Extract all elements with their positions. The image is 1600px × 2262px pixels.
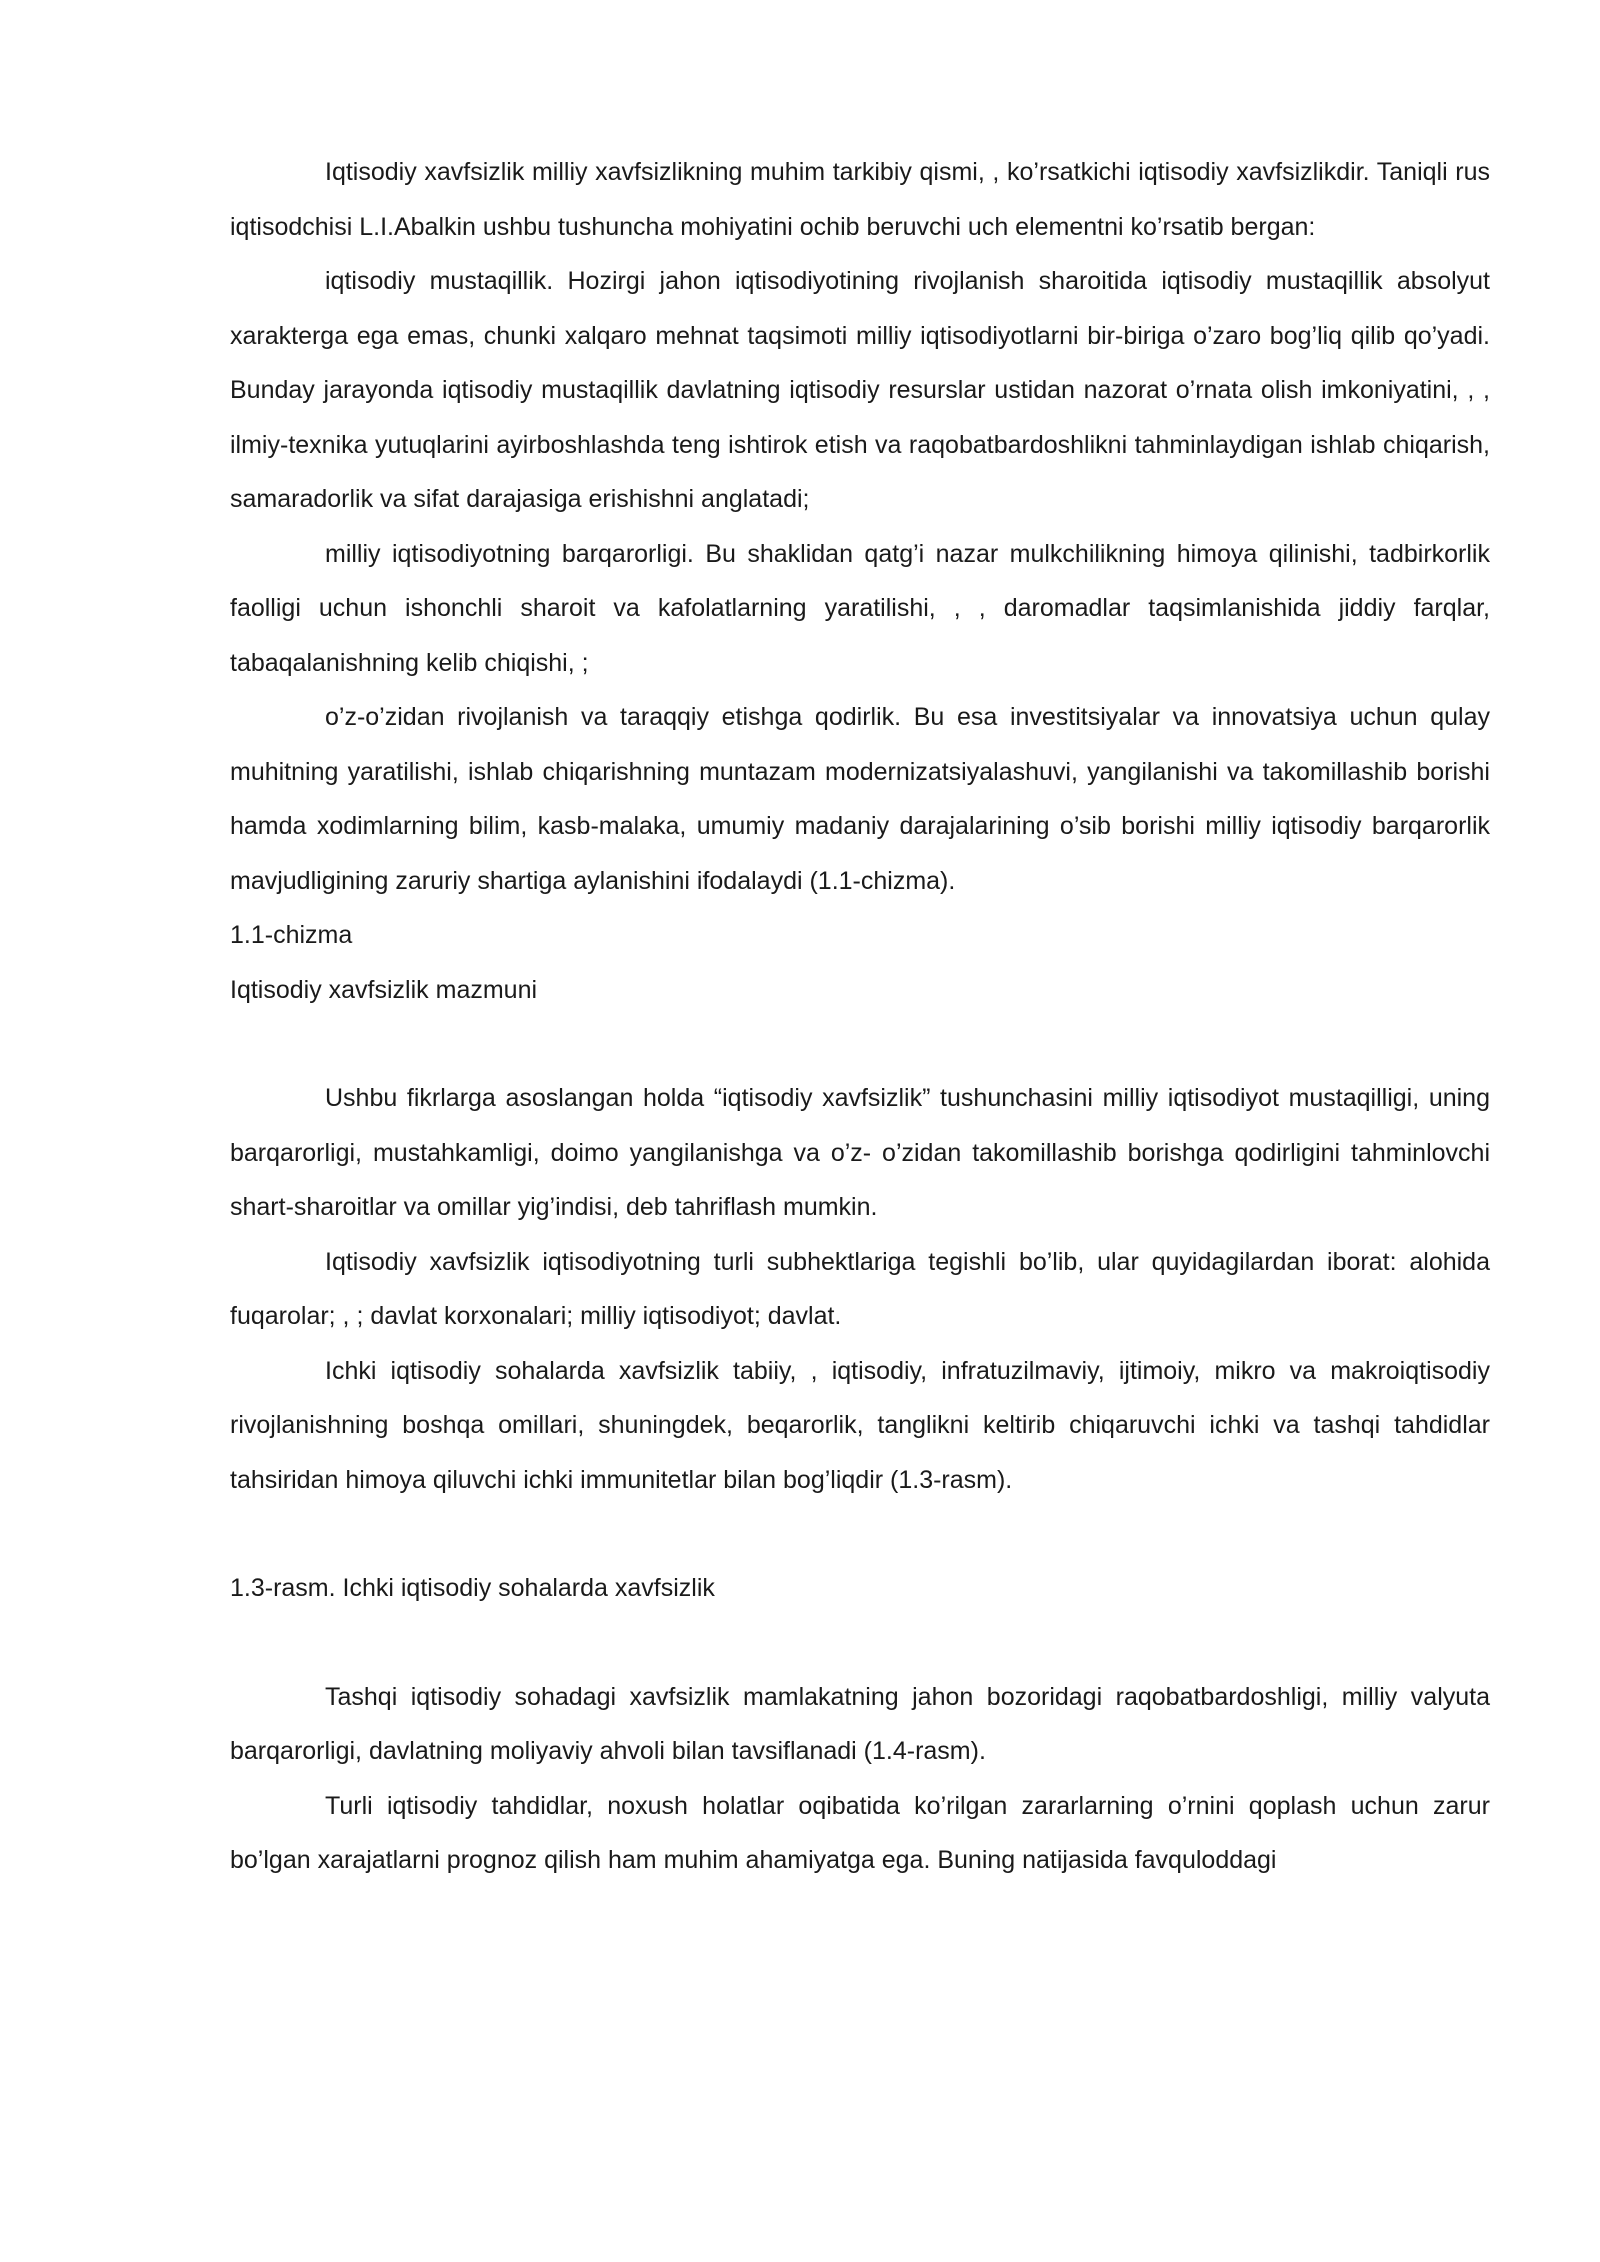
body-paragraph: iqtisodiy mustaqillik. Hozirgi jahon iqtisodiyotining rivojlanish sharoitida iqtisodiy mustaqillik absolyut xarakterga ega emas, chunki xalqaro mehnat taqsimoti milliy iqtisodiyotlarni bir-biriga o’zaro bog’liq qilib qo’yadi. Bunday jarayonda iqtisodiy mustaqillik davlatning iqtisodiy resurslar ustidan nazorat o’rnata olish imkoniyatini, , , ilmiy-texnika yutuqlarini ayirboshlashda teng ishtirok etish va raqobatbardoshlikni tahminlaydigan ishlab chiqarish, samaradorlik va sifat darajasiga erishishni anglatadi; xyxy=(230,267,1490,513)
body-paragraph: Tashqi iqtisodiy sohadagi xavfsizlik mamlakatning jahon bozoridagi raqobatbardoshligi, milliy valyuta barqarorligi, davlatning moliyaviy ahvoli bilan tavsiflanadi (1.4-rasm). xyxy=(230,1682,1490,1765)
body-paragraph: Ichki iqtisodiy sohalarda xavfsizlik tabiiy, , iqtisodiy, infratuzilmaviy, ijtimoiy, mikro va makroiqtisodiy rivojlanishning boshqa omillari, shuningdek, beqarorlik, tanglikni keltirib chiqaruvchi ichki va tashqi tahdidlar tahsiridan himoya qiluvchi ichki immunitetlar bilan bog’liqdir (1.3-rasm). xyxy=(230,1356,1490,1494)
body-paragraph: Turli iqtisodiy tahdidlar, noxush holatlar oqibatida ko’rilgan zararlarning o’rnini qoplash uchun zarur bo’lgan xarajatlarni prognoz qilish ham muhim ahamiyatga ega. Buning natijasida favquloddagi xyxy=(230,1791,1490,1874)
figure-caption: 1.3-rasm. Ichki iqtisodiy sohalarda xavfsizlik xyxy=(230,1574,715,1602)
body-paragraph: milliy iqtisodiyotning barqarorligi. Bu shaklidan qatg’i nazar mulkchilikning himoya qilinishi, tadbirkorlik faolligi uchun ishonchli sharoit va kafolatlarning yaratilishi, , , daromadlar taqsimlanishida jiddiy farqlar, tabaqalanishning kelib chiqishi, ; xyxy=(230,539,1490,677)
body-paragraph: Ushbu fikrlarga asoslangan holda “iqtisodiy xavfsizlik” tushunchasini milliy iqtisodiyot mustaqilligi, uning barqarorligi, mustahkamligi, doimo yangilanishga va o’z- o’zidan takomillashib borishga qodirligini tahminlovchi shart-sharoitlar va omillar yig’indisi, deb tahriflash mumkin. xyxy=(230,1084,1490,1221)
figure-placeholder xyxy=(230,1616,1490,1670)
figure-placeholder xyxy=(230,1507,1490,1561)
document-page xyxy=(230,145,1490,1888)
body-paragraph: o’z-o’zidan rivojlanish va taraqqiy etishga qodirlik. Bu esa investitsiyalar va innovatsiya uchun qulay muhitning yaratilishi, ishlab chiqarishning muntazam modernizatsiyalashuvi, yangilanishi va takomillashib borishi hamda xodimlarning bilim, kasb-malaka, umumiy madaniy darajalarining o’sib borishi milliy iqtisodiy barqarorlik mavjudligining zaruriy shartiga aylanishini ifodalaydi (1.1-chizma). xyxy=(230,703,1490,895)
figure-title: Iqtisodiy xavfsizlik mazmuni xyxy=(230,975,538,1004)
body-paragraph: Iqtisodiy xavfsizlik iqtisodiyotning turli subhektlariga tegishli bo’lib, ular quyidagilardan iborat: alohida fuqarolar; , ; davlat korxonalari; milliy iqtisodiyot; davlat. xyxy=(230,1247,1490,1330)
body-paragraph: Iqtisodiy xavfsizlik milliy xavfsizlikning muhim tarkibiy qismi, , ko’rsatkichi iqtisodiy xavfsizlikdir. Taniqli rus iqtisodchisi L.I.Abalkin ushbu tushuncha mohiyatini ochib beruvchi uch elementni ko’rsatib bergan: xyxy=(230,158,1490,241)
figure-label: 1.1-chizma xyxy=(230,921,353,949)
figure-placeholder xyxy=(230,1017,1490,1071)
